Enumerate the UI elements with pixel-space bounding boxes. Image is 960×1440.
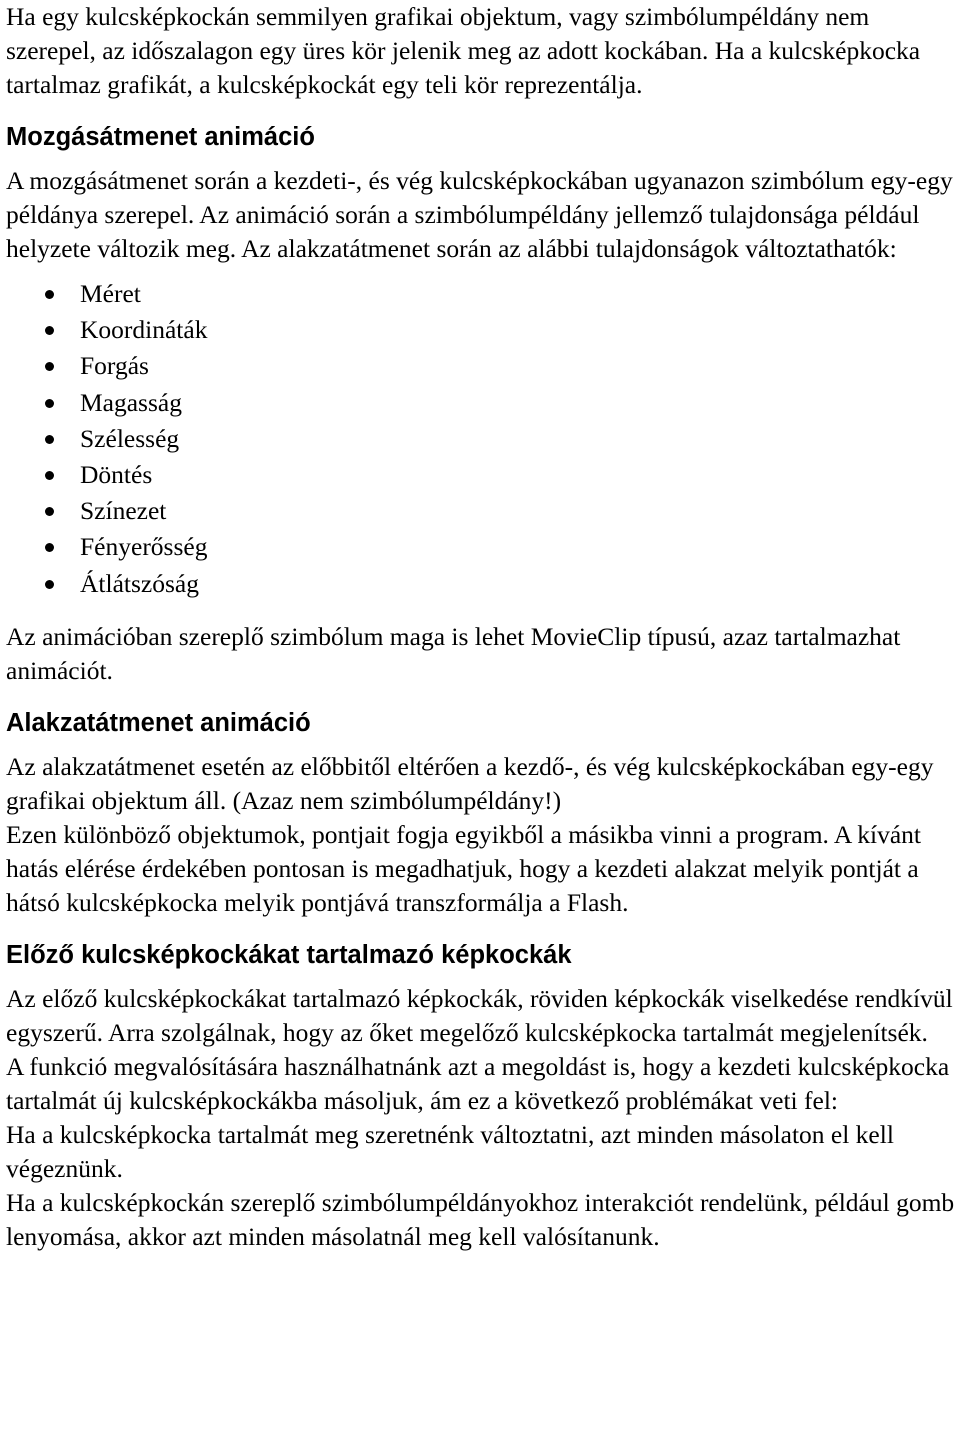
shape-tween-paragraph-2: Ezen különböző objektumok, pontjait fogja egyikből a másikba vinni a program. A kívánt hatás elérése érdekében pontosan is megadhatjuk, hogy a kezdeti alakzat melyik pontját a hátsó kulcsképkocka melyik pontjává transzformálja a Flash. — [6, 819, 921, 917]
list-item: Szélesség — [6, 421, 960, 457]
bullet-icon — [45, 399, 54, 408]
frames-paragraph-2: A funkció megvalósítására használhatnánk azt a megoldást is, hogy a kezdeti kulcsképkocka tartalmát új kulcsképkockákba másoljuk, ám ez a következő problémákat veti fel: — [6, 1051, 950, 1115]
movieclip-paragraph: Az animációban szereplő szimbólum maga is lehet MovieClip típusú, azaz tartalmazhat animációt. — [6, 621, 901, 685]
frames-paragraph-3: Ha a kulcsképkocka tartalmát meg szeretnénk változtatni, azt minden másolaton el kell végeznünk. — [6, 1119, 894, 1183]
frames-paragraph-1: Az előző kulcsképkockákat tartalmazó képkockák, röviden képkockák viselkedése rendkívül egyszerű. Arra szolgálnak, hogy az őket megelőző kulcsképkocka tartalmát megjelenítsék. — [6, 983, 953, 1047]
bullet-icon — [45, 290, 54, 299]
heading-shape-tween: Alakzatátmenet animáció — [6, 708, 311, 737]
bullet-icon — [45, 507, 54, 516]
list-item: Színezet — [6, 493, 960, 529]
list-item: Fényerősség — [6, 529, 960, 565]
bullet-icon — [45, 362, 54, 371]
bullet-icon — [45, 435, 54, 444]
bullet-icon — [45, 580, 54, 589]
list-item: Átlátszóság — [6, 566, 960, 602]
list-item: Magasság — [6, 385, 960, 421]
motion-tween-paragraph: A mozgásátmenet során a kezdeti-, és vég kulcsképkockában ugyanazon szimbólum egy-egy példánya szerepel. Az animáció során a szimbólumpéldány jellemző tulajdonsága például helyzete változik meg. Az alakzatátmenet során az alábbi tulajdonságok változtathatók: — [6, 166, 953, 263]
frames-paragraph-4: Ha a kulcsképkockán szereplő szimbólumpéldányokhoz interakciót rendelünk, például gomb lenyomása, akkor azt minden másolatnál meg kell valósítanunk. — [6, 1187, 955, 1251]
list-item: Méret — [6, 276, 960, 312]
property-list — [6, 276, 960, 602]
bullet-icon — [45, 326, 54, 335]
heading-frames: Előző kulcsképkockákat tartalmazó képkockák — [6, 940, 572, 969]
bullet-icon — [45, 543, 54, 552]
list-item: Koordináták — [6, 312, 960, 348]
bullet-icon — [45, 471, 54, 480]
list-item: Forgás — [6, 348, 960, 384]
intro-paragraph: Ha egy kulcsképkockán semmilyen grafikai objektum, vagy szimbólumpéldány nem szerepel, az időszalagon egy üres kör jelenik meg az adott kockában. Ha a kulcsképkocka tartalmaz grafikát, a kulcsképkockát egy teli kör reprezentálja. — [6, 2, 921, 99]
shape-tween-paragraph-1: Az alakzatátmenet esetén az előbbitől eltérően a kezdő-, és vég kulcsképkockában egy-egy grafikai objektum áll. (Azaz nem szimbólumpéldány!) — [6, 751, 934, 815]
list-item: Döntés — [6, 457, 960, 493]
document-page — [6, 0, 960, 1254]
heading-motion-tween: Mozgásátmenet animáció — [6, 123, 315, 151]
